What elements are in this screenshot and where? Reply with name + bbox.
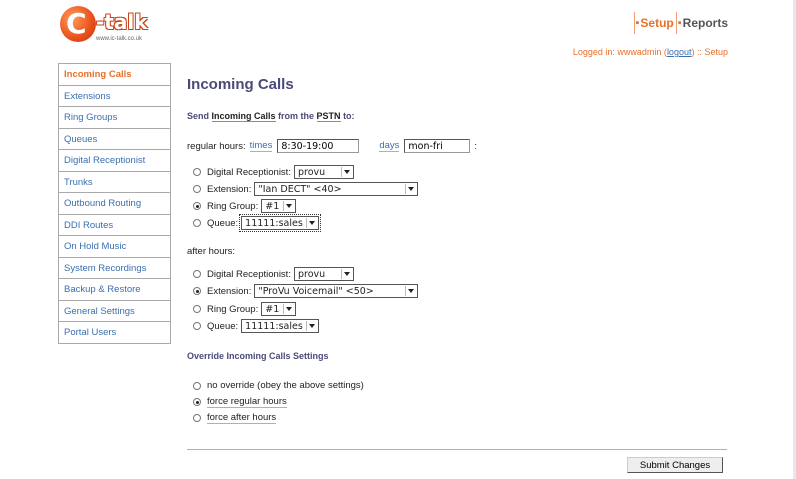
override-none-radio[interactable] [193,382,201,390]
select-value: "Ian DECT" <40> [258,183,342,195]
after-ring-group-select[interactable] [261,302,296,316]
sidebar-item-digital-receptionist[interactable]: Digital Receptionist [59,150,170,172]
logged-prefix: Logged in: wwwadmin ( [572,47,667,57]
nav-bullet: ▪ [635,17,640,29]
regular-queue-select[interactable] [241,216,319,230]
logout-link[interactable]: logout [666,47,692,57]
sidebar-item-ring-groups[interactable]: Ring Groups [59,107,170,129]
logged-suffix: ) :: Setup [691,47,728,57]
override-after-label: force after hours [207,412,277,423]
chevron-down-icon [306,321,317,331]
main-content [187,76,727,121]
hours-colon: : [474,140,478,152]
times-input[interactable] [277,139,359,153]
subtitle-pstn: PSTN [316,111,341,121]
after-ring-group-label: Ring Group: [207,303,259,315]
override-regular-option [193,396,287,408]
override-regular-label: force regular hours [207,396,287,407]
regular-digital-receptionist-label: Digital Receptionist: [207,166,291,178]
chevron-down-icon [405,184,416,194]
sidebar-item-queues[interactable]: Queues [59,129,170,151]
form-divider [187,449,727,450]
after-queue-label: Queue: [207,320,239,332]
regular-ring-group-label: Ring Group: [207,200,259,212]
times-link[interactable]: times [249,140,273,151]
chevron-down-icon [341,269,352,279]
sidebar-item-portal-users[interactable]: Portal Users [59,322,170,344]
chevron-down-icon [341,167,352,177]
regular-digital-receptionist-radio[interactable] [193,168,201,176]
regular-extension-option [193,182,418,196]
regular-ring-group-select[interactable] [261,199,296,213]
after-ring-group-radio[interactable] [193,305,201,313]
login-status [573,47,728,57]
nav-setup-link[interactable]: Setup [640,16,674,30]
select-value: "ProVu Voicemail" <50> [258,285,374,297]
regular-extension-select[interactable] [254,182,418,196]
days-link[interactable]: days [379,140,400,151]
select-value: provu [297,268,326,280]
regular-queue-radio[interactable] [193,219,201,227]
sidebar-item-extensions[interactable]: Extensions [59,86,170,108]
after-digital-receptionist-select[interactable] [294,267,354,281]
override-none-label: no override (obey the above settings) [207,380,364,391]
logo-c-letter: C [66,7,87,40]
subtitle-text: from the [275,111,317,121]
override-after-option [193,412,276,424]
regular-queue-option [193,216,319,230]
sidebar-item-general-settings[interactable]: General Settings [59,301,170,323]
after-ring-group-option [193,302,296,316]
top-nav [633,12,729,34]
select-value: provu [297,166,326,178]
chevron-down-icon [405,286,416,296]
ic-talk-logo [60,6,160,46]
regular-ring-group-option [193,199,296,213]
after-extension-option [193,284,418,298]
after-queue-option [193,319,319,333]
nav-separator [634,12,635,34]
select-value: 11111:sales [245,217,303,229]
regular-queue-label: Queue: [207,217,239,229]
regular-digital-receptionist-option [193,165,354,179]
days-input[interactable] [404,139,470,153]
select-value: #1 [265,303,280,315]
override-settings-heading: Override Incoming Calls Settings [187,351,329,361]
sidebar [58,63,171,344]
submit-changes-button[interactable]: Submit Changes [627,457,723,473]
nav-reports-link[interactable]: Reports [682,16,728,30]
after-queue-radio[interactable] [193,322,201,330]
regular-digital-receptionist-select[interactable] [294,165,354,179]
regular-hours-label: regular hours: [187,140,246,152]
regular-ring-group-radio[interactable] [193,202,201,210]
sidebar-item-on-hold-music[interactable]: On Hold Music [59,236,170,258]
after-extension-select[interactable] [254,284,418,298]
sidebar-item-backup-restore[interactable]: Backup & Restore [59,279,170,301]
chevron-down-icon [306,218,317,228]
regular-hours-row [187,139,477,153]
chevron-down-icon [283,201,294,211]
after-digital-receptionist-radio[interactable] [193,270,201,278]
after-hours-label: after hours: [187,246,236,257]
after-extension-label: Extension: [207,285,252,297]
page-title: Incoming Calls [187,76,294,93]
send-calls-heading [187,111,355,121]
after-extension-radio[interactable] [193,287,201,295]
chevron-down-icon [283,304,294,314]
after-queue-select[interactable] [241,319,319,333]
select-value: 11111:sales [245,320,303,332]
subtitle-text: to: [340,111,355,121]
sidebar-item-ddi-routes[interactable]: DDI Routes [59,215,170,237]
subtitle-text: Send [187,111,212,121]
override-after-radio[interactable] [193,414,201,422]
regular-extension-radio[interactable] [193,185,201,193]
logo-text: -talk [96,10,148,34]
subtitle-incoming-calls: Incoming Calls [211,111,276,121]
override-none-option [193,380,364,391]
after-digital-receptionist-option [193,267,354,281]
sidebar-item-system-recordings[interactable]: System Recordings [59,258,170,280]
nav-bullet: ▪ [677,17,682,29]
select-value: #1 [265,200,280,212]
sidebar-item-trunks[interactable]: Trunks [59,172,170,194]
logo-url: www.ic-talk.co.uk [96,36,143,42]
sidebar-item-outbound-routing[interactable]: Outbound Routing [59,193,170,215]
override-regular-radio[interactable] [193,398,201,406]
sidebar-item-incoming-calls[interactable]: Incoming Calls [59,64,170,86]
regular-extension-label: Extension: [207,183,252,195]
after-digital-receptionist-label: Digital Receptionist: [207,268,291,280]
nav-separator [676,12,677,34]
